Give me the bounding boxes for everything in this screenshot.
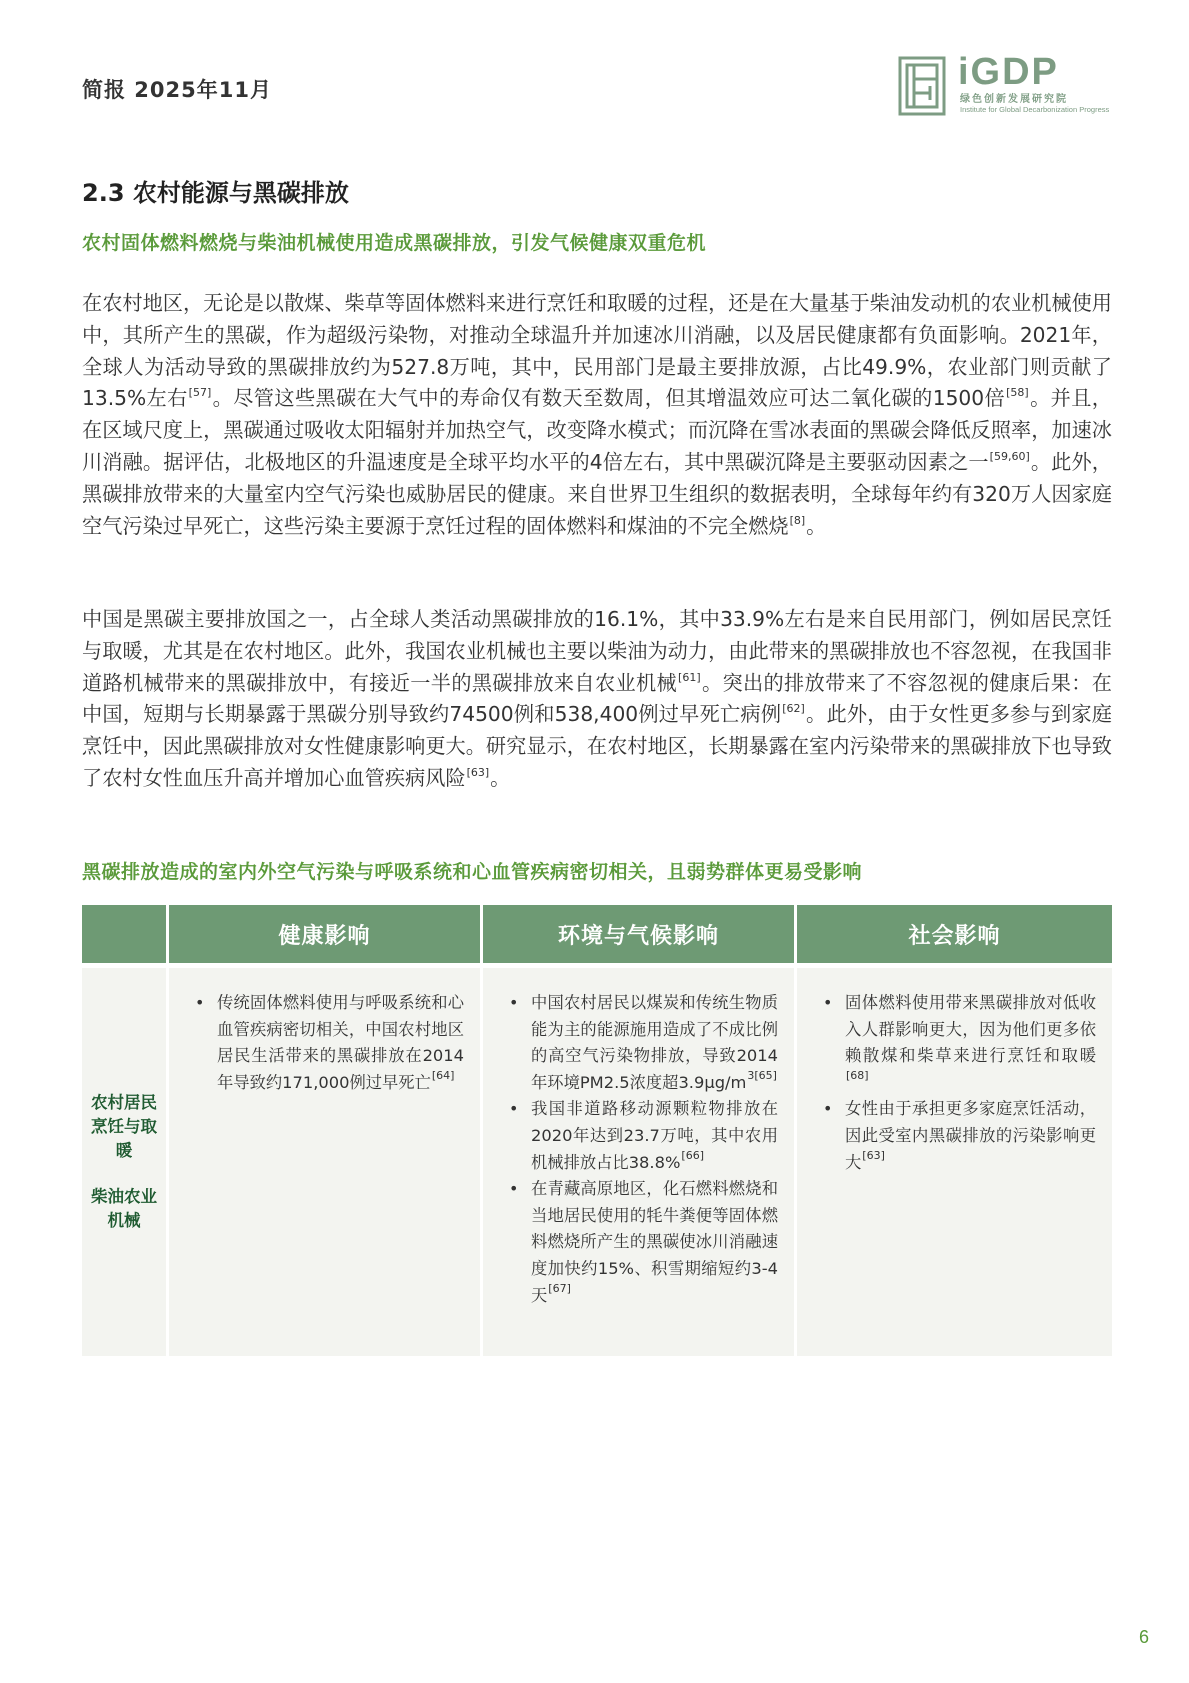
header-label: 简报 2025年11月 — [82, 78, 272, 102]
table-cell-health — [169, 968, 480, 1356]
citation-ref: [68] — [846, 1068, 869, 1082]
citation-ref: [64] — [431, 1068, 455, 1082]
logo-wordmark: iGDP — [958, 51, 1059, 93]
citation-ref: [62] — [782, 702, 805, 716]
citation-ref: [57] — [188, 386, 212, 400]
paragraph-china-black-carbon — [82, 604, 1112, 795]
list-item — [823, 990, 1096, 1096]
table-header-environment: 环境与气候影响 — [483, 905, 794, 963]
text-run: 。 — [490, 765, 511, 790]
table-header-social: 社会影响 — [797, 905, 1112, 963]
citation-ref: [63] — [862, 1148, 885, 1162]
text-run: 我国非道路移动源颗粒物排放在2020年达到23.7万吨，其中农用机械排放占比38.8% — [531, 1099, 778, 1172]
row-label-cooking-heating: 农村居民烹饪与取暖 — [91, 1093, 157, 1160]
list-item — [509, 1096, 778, 1176]
text-run: 女性由于承担更多家庭烹饪活动，因此受室内黑碳排放的污染影响更大 — [845, 1099, 1096, 1172]
environment-impact-list — [483, 968, 794, 1309]
list-item — [195, 990, 464, 1096]
text-run: 固体燃料使用带来黑碳排放对低收入人群影响更大，因为他们更多依赖散煤和柴草来进行烹饪和取暖 — [845, 993, 1096, 1066]
text-run: 。此外，黑碳排放带来的大量室内空气污染也威胁居民的健康。来自世界卫生组织的数据表明，全球每年约有320万人因家庭空气污染过早死亡，这些污染主要源于烹饪过程的固体燃料和煤油的不完全燃烧 — [82, 449, 1112, 538]
text-run: 传统固体燃料使用与呼吸系统和心血管疾病密切相关，中国农村地区居民生活带来的黑碳排放在2014年导致约171,000例过早死亡 — [217, 993, 464, 1092]
text-run: 。突出的排放带来了不容忽视的健康后果：在中国，短期与长期暴露于黑碳分别导致约74500例和538,400例过早死亡病例 — [82, 670, 1112, 727]
impact-table — [82, 905, 1112, 1356]
citation-ref: 3[65] — [747, 1068, 777, 1082]
igdp-logo-icon — [898, 56, 946, 116]
page-number: 6 — [1139, 1627, 1150, 1647]
text-run: 。尽管这些黑碳在大气中的寿命仅有数天至数周，但其增温效应可达二氧化碳的1500倍 — [212, 386, 1006, 411]
subheading-black-carbon-crisis: 农村固体燃料燃烧与柴油机械使用造成黑碳排放，引发气候健康双重危机 — [82, 232, 707, 254]
list-item — [509, 990, 778, 1096]
table-row-label-cell — [82, 968, 166, 1356]
table-header-blank — [82, 905, 166, 963]
text-run: 。并且，在区域尺度上，黑碳通过吸收太阳辐射并加热空气，改变降水模式；而沉降在雪冰表面的黑碳会降低反照率，加速冰川消融。据评估，北极地区的升温速度是全球平均水平的4倍左右，其中黑碳沉降是主要驱动因素之一 — [82, 386, 1112, 474]
citation-ref: [63] — [466, 765, 490, 779]
citation-ref: [66] — [681, 1148, 705, 1162]
text-run: 中国是黑碳主要排放国之一，占全球人类活动黑碳排放的16.1%，其中33.9%左右是来自民用部门，例如居民烹饪与取暖，尤其是在农村地区。此外，我国农业机械也主要以柴油为动力，由此带来的黑碳排放也不容忽视，在我国非道路机械带来的黑碳排放中，有接近一半的黑碳排放来自农业机械 — [82, 607, 1112, 695]
citation-ref: [61] — [678, 670, 701, 684]
table-header-health: 健康影响 — [169, 905, 480, 963]
list-item — [823, 1096, 1096, 1176]
text-run: 中国农村居民以煤炭和传统生物质能为主的能源施用造成了不成比例的高空气污染物排放，导致2014年环境PM2.5浓度超3.9μg/m — [531, 993, 778, 1092]
text-run: 。此外，由于女性更多参与到家庭烹饪中，因此黑碳排放对女性健康影响更大。研究显示，在农村地区，长期暴露在室内污染带来的黑碳排放下也导致了农村女性血压升高并增加心血管疾病风险 — [82, 702, 1112, 790]
text-run: 在农村地区，无论是以散煤、柴草等固体燃料来进行烹饪和取暖的过程，还是在大量基于柴油发动机的农业机械使用中，其所产生的黑碳，作为超级污染物，对推动全球温升并加速冰川消融，以及居民健康都有负面影响。2021年，全球人为活动导致的黑碳排放约为527.8万吨，其中，民用部门是最主要排放源，占比49.9%，农业部门则贡献了13.5%左右 — [82, 291, 1112, 411]
table-cell-social — [797, 968, 1112, 1356]
table-cell-environment — [483, 968, 794, 1356]
citation-ref: [8] — [789, 513, 806, 527]
text-run: 。 — [806, 513, 827, 538]
igdp-logo — [898, 51, 1114, 118]
section-title: 2.3 农村能源与黑碳排放 — [82, 179, 349, 207]
citation-ref: [67] — [548, 1281, 571, 1295]
social-impact-list — [797, 968, 1112, 1176]
logo-chinese-name: 绿色创新发展研究院 — [960, 94, 1068, 105]
list-item — [509, 1176, 778, 1309]
text-run: 在青藏高原地区，化石燃料燃烧和当地居民使用的牦牛粪便等固体燃料燃烧所产生的黑碳使冰川消融速度加快约15%、积雪期缩短约3-4天 — [531, 1179, 778, 1305]
paragraph-rural-black-carbon — [82, 288, 1112, 542]
logo-english-name: Institute for Global Decarbonization Progress — [960, 105, 1110, 114]
health-impact-list — [169, 968, 480, 1096]
citation-ref: [59,60] — [989, 449, 1030, 463]
subheading-health-impacts: 黑碳排放造成的室内外空气污染与呼吸系统和心血管疾病密切相关，且弱势群体更易受影响 — [82, 861, 863, 883]
row-label-diesel-machinery: 柴油农业机械 — [91, 1187, 157, 1230]
citation-ref: [58] — [1006, 386, 1029, 400]
